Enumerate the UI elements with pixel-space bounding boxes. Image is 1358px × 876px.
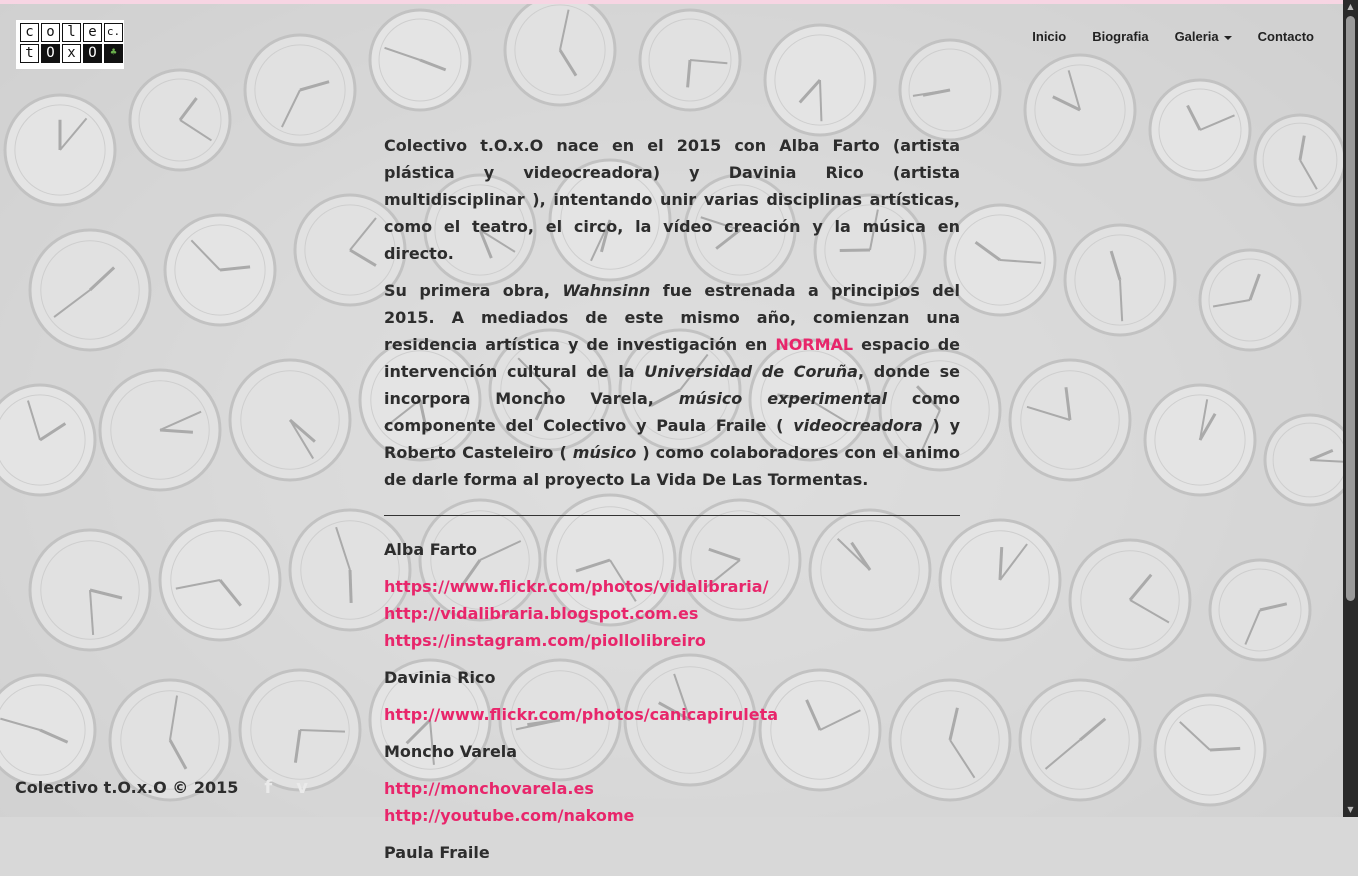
link-instagram-piollolibreiro[interactable]: https://instagram.com/piollolibreiro xyxy=(384,631,706,650)
logo-letter: c. xyxy=(104,23,123,42)
links-alba xyxy=(384,573,960,654)
logo-letter: c xyxy=(20,23,39,42)
university-name: Universidad de Coruña xyxy=(644,362,858,381)
intro-paragraph: Colectivo t.O.x.O nace en el 2015 con Alba Farto (artista plástica y videocreadora) y Davinia Rico (artista multidisciplinar ), intentando unir varias disciplinas artísticas, como el teatro, el circo, la vídeo creación y la música en directo. xyxy=(384,136,960,263)
work-title: Wahnsinn xyxy=(562,281,651,300)
logo-letter: t xyxy=(20,44,39,63)
social-links xyxy=(264,777,308,798)
person-name-moncho: Moncho Varela xyxy=(384,742,518,761)
text-span: Su primera obra, xyxy=(384,281,563,300)
top-accent-line xyxy=(0,0,1358,4)
scroll-up-arrow-icon[interactable]: ▲ xyxy=(1347,2,1354,11)
text-span: , donde se incorpora Moncho Varela, xyxy=(384,362,960,408)
link-flickr-canicapiruleta[interactable]: http://www.flickr.com/photos/canicapiruleta xyxy=(384,705,779,724)
text-span: fue estrenada a principios del 2015. A mediados de este mismo año, comienzan una residencia artística y de investigación en xyxy=(384,281,961,354)
nav-inicio[interactable]: Inicio xyxy=(1032,29,1067,44)
text-span: como componente del Colectivo y Paula Fraile ( xyxy=(384,389,960,435)
role-text: videocreadora xyxy=(793,416,923,435)
link-monchovarela[interactable]: http://monchovarela.es xyxy=(384,779,594,798)
nav-galeria-dropdown[interactable] xyxy=(1175,29,1232,44)
divider xyxy=(384,515,960,516)
logo-letter: l xyxy=(62,23,81,42)
nav-galeria-label: Galeria xyxy=(1174,29,1219,44)
link-flickr-vidalibraria[interactable]: https://www.flickr.com/photos/vidalibraria/ xyxy=(384,577,769,596)
text-span: ) y Roberto Casteleiro ( xyxy=(384,416,960,462)
person-name-davinia: Davinia Rico xyxy=(384,668,496,687)
scrollbar-thumb[interactable] xyxy=(1346,16,1355,601)
nav-biografia[interactable]: Biografia xyxy=(1092,29,1149,44)
text-span: espacio de intervención cultural de la xyxy=(384,335,960,381)
page-footer xyxy=(15,777,308,798)
role-text: músico experimental xyxy=(678,389,887,408)
logo-letter: O xyxy=(83,44,102,63)
logo-letter: o xyxy=(41,23,60,42)
logo-letter: e xyxy=(83,23,102,42)
normal-link[interactable]: NORMAL xyxy=(775,335,854,354)
facebook-icon[interactable]: f xyxy=(264,777,273,798)
biography-content xyxy=(384,132,960,876)
history-paragraph xyxy=(384,277,960,493)
logo-letter: x xyxy=(62,44,81,63)
person-name-paula: Paula Fraile xyxy=(384,843,490,862)
logo-plant-icon: ♣ xyxy=(104,44,123,63)
copyright-text: Colectivo t.O.x.O © 2015 xyxy=(15,778,239,797)
scroll-down-arrow-icon[interactable]: ▼ xyxy=(1347,805,1354,814)
scrollbar[interactable] xyxy=(1343,0,1358,817)
caret-down-icon xyxy=(1224,36,1232,40)
nav-contacto[interactable]: Contacto xyxy=(1257,29,1314,44)
main-nav xyxy=(1032,29,1314,44)
link-blog-vidalibraria[interactable]: http://vidalibraria.blogspot.com.es xyxy=(384,604,699,623)
logo-letter: O xyxy=(41,44,60,63)
vimeo-icon[interactable]: v xyxy=(296,777,308,798)
text-span: ) como colaboradores con el animo de darle forma al proyecto La Vida De Las Tormentas. xyxy=(384,443,961,489)
links-moncho xyxy=(384,775,960,829)
link-youtube-nakome[interactable]: http://youtube.com/nakome xyxy=(384,806,635,825)
person-name-alba: Alba Farto xyxy=(384,540,478,559)
links-davinia xyxy=(384,701,960,728)
role-text: músico xyxy=(572,443,637,462)
site-logo[interactable] xyxy=(16,20,124,69)
